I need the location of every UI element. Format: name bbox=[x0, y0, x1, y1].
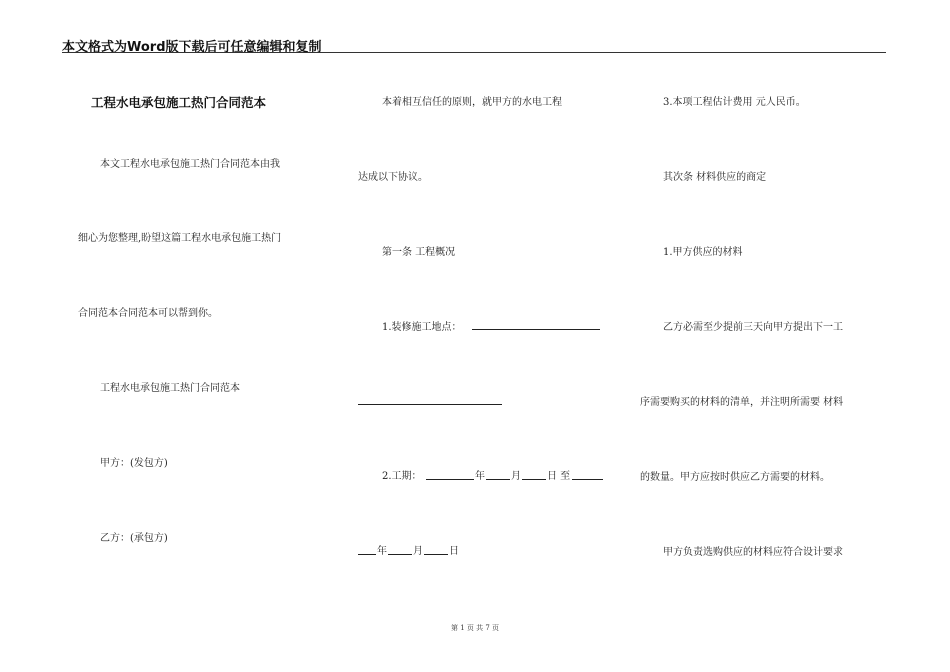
col1-paragraph-3: 合同范本合同范本可以帮到你。 bbox=[78, 308, 218, 319]
start-year-char: 年 bbox=[475, 471, 485, 482]
header-rule bbox=[62, 52, 886, 53]
article-1-heading: 第一条 工程概况 bbox=[382, 247, 456, 258]
col2-paragraph-1: 本着相互信任的原则，就甲方的水电工程 bbox=[382, 97, 562, 108]
end-day-char: 日 bbox=[449, 546, 459, 557]
end-month-char: 月 bbox=[413, 546, 423, 557]
col3-paragraph-7: 甲方负责选购供应的材料应符合设计要求 bbox=[663, 547, 843, 558]
start-year-blank bbox=[426, 479, 474, 480]
period-label: 2.工期： bbox=[382, 471, 422, 482]
col3-paragraph-1: 3.本项工程估计费用 元人民币。 bbox=[663, 97, 806, 108]
document-header: 本文格式为Word版下载后可任意编辑和复制 bbox=[62, 40, 322, 55]
col3-paragraph-3: 1.甲方供应的材料 bbox=[663, 247, 743, 258]
start-month-char: 月 bbox=[511, 471, 521, 482]
col1-paragraph-1: 本文工程水电承包施工热门合同范本由我 bbox=[100, 159, 280, 170]
col3-paragraph-4: 乙方必需至少提前三天向甲方提出下一工 bbox=[663, 322, 843, 333]
site-label: 1.装修施工地点： bbox=[382, 322, 462, 333]
col1-paragraph-2: 细心为您整理,盼望这篇工程水电承包施工热门 bbox=[78, 233, 282, 244]
article-2-heading: 其次条 材料供应的商定 bbox=[663, 172, 767, 183]
end-day-blank bbox=[424, 554, 448, 555]
col3-paragraph-5: 序需要购买的材料的清单，并注明所需要 材料 bbox=[640, 397, 844, 408]
site-blank-line bbox=[472, 329, 600, 330]
page-number: 第 1 页 共 7 页 bbox=[450, 624, 500, 632]
col2-paragraph-2: 达成以下协议。 bbox=[358, 172, 428, 183]
start-day-blank bbox=[522, 479, 546, 480]
col1-paragraph-4: 工程水电承包施工热门合同范本 bbox=[100, 383, 240, 394]
party-b-label: 乙方：(承包方) bbox=[100, 533, 168, 544]
site-blank-line-2 bbox=[358, 404, 502, 405]
start-month-blank bbox=[486, 479, 510, 480]
end-year-blank-2 bbox=[358, 554, 376, 555]
start-day-to: 日 至 bbox=[547, 471, 571, 482]
document-title: 工程水电承包施工热门合同范本 bbox=[91, 95, 267, 110]
end-year-blank bbox=[572, 479, 603, 480]
end-year-char: 年 bbox=[377, 546, 387, 557]
party-a-label: 甲方：(发包方) bbox=[100, 458, 168, 469]
col3-paragraph-6: 的数量。甲方应按时供应乙方需要的材料。 bbox=[640, 472, 830, 483]
end-month-blank bbox=[388, 554, 412, 555]
